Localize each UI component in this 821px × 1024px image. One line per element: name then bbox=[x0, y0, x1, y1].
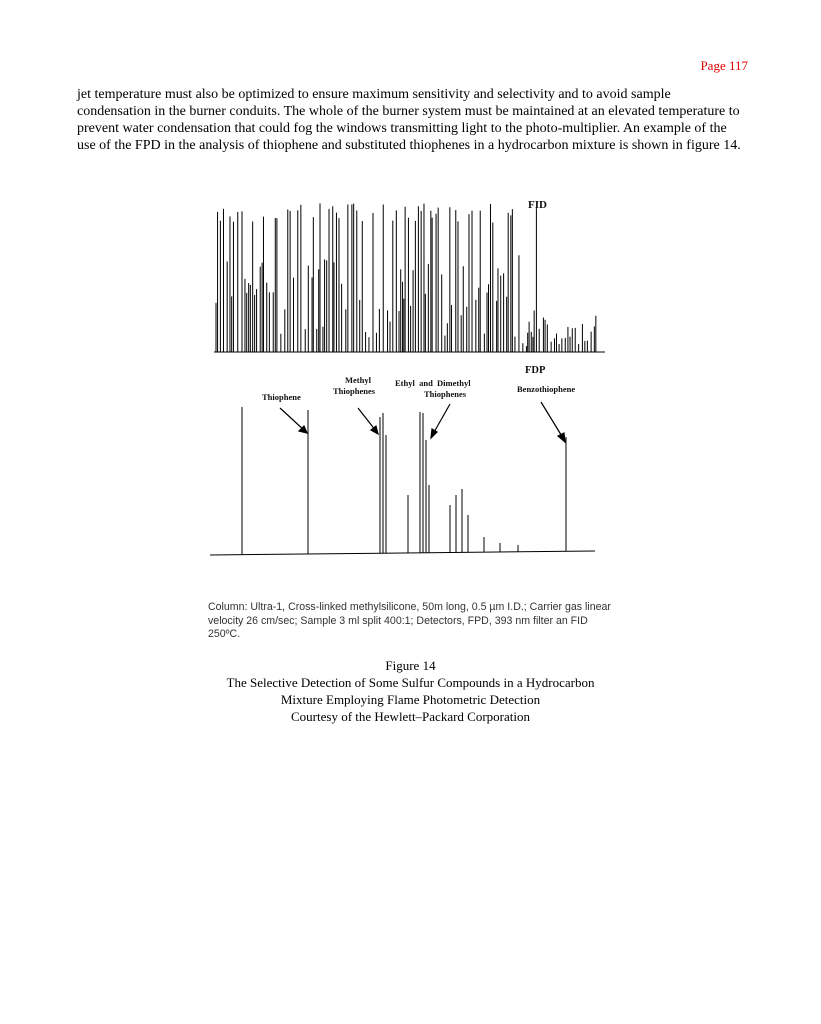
benzothiophene-label: Benzothiophene bbox=[517, 384, 576, 394]
methyl-arrowhead bbox=[371, 426, 378, 434]
methyl-label-line2: Thiophenes bbox=[333, 386, 376, 396]
thiophene-arrow bbox=[280, 408, 305, 431]
figure-credit: Courtesy of the Hewlett–Packard Corporation bbox=[291, 709, 530, 724]
fid-peaks bbox=[216, 203, 596, 352]
ethyl-dimethyl-label-line1: Ethyl and Dimethyl bbox=[395, 378, 471, 388]
fdp-peaks bbox=[242, 407, 566, 555]
body-paragraph: jet temperature must also be optimized to ensure maximum sensitivity and selectivity and to avoid sample condensation in the burner conduits. The whole of the burner system must be maintained at an elevated temperature to prevent water condensation that could fog the windows transmitting light to the photo-multiplier. An example of the use of the FPD in the analysis of thiophene and substituted thiophenes in a hydrocarbon mixture is shown in figure 14. bbox=[77, 87, 741, 153]
benzothiophene-arrowhead bbox=[558, 433, 565, 442]
benzothiophene-arrow bbox=[541, 402, 563, 438]
figure-number: Figure 14 bbox=[385, 658, 436, 673]
fdp-chromatogram bbox=[210, 407, 595, 555]
column-conditions-note: Column: Ultra-1, Cross-linked methylsilicone, 50m long, 0.5 µm I.D.; Carrier gas linear velocity 26 cm/sec; Sample 3 ml split 400:1; Detectors, FPD, 393 nm filter an FID 250ºC. bbox=[208, 601, 611, 640]
fdp-baseline bbox=[210, 551, 595, 555]
thiophene-label: Thiophene bbox=[262, 392, 301, 402]
fid-chromatogram bbox=[214, 203, 605, 352]
fdp-label: FDP bbox=[525, 365, 546, 376]
ethyl-dimethyl-label-line2: Thiophenes bbox=[424, 389, 467, 399]
page-number: Page 117 bbox=[700, 58, 748, 73]
methyl-label-line1: Methyl bbox=[345, 375, 371, 385]
figure-caption bbox=[0, 657, 821, 725]
ethyl-arrow bbox=[433, 404, 450, 434]
figure-title-line2: Mixture Employing Flame Photometric Detection bbox=[280, 692, 541, 707]
ethyl-arrowhead bbox=[431, 429, 437, 438]
chromatogram-figure bbox=[200, 195, 620, 565]
figure-title-line1: The Selective Detection of Some Sulfur Compounds in a Hydrocarbon bbox=[226, 675, 595, 690]
fid-label: FID bbox=[528, 199, 547, 211]
